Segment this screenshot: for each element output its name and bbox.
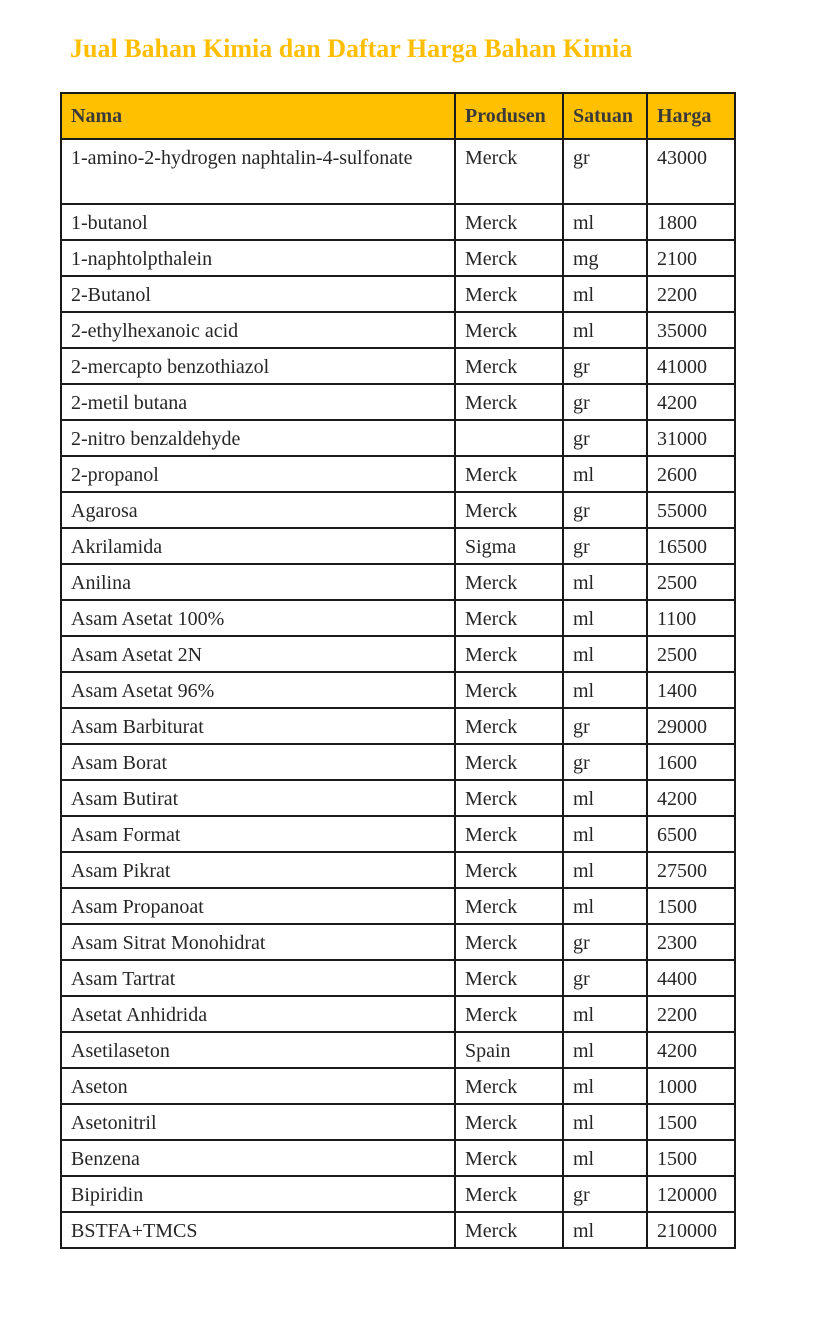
cell-satuan bbox=[563, 420, 647, 456]
cell-produsen bbox=[455, 1212, 563, 1248]
cell-harga bbox=[647, 1212, 735, 1248]
table-row bbox=[61, 636, 735, 672]
cell-produsen-text: Merck bbox=[465, 680, 518, 702]
table-row bbox=[61, 276, 735, 312]
cell-harga bbox=[647, 600, 735, 636]
cell-nama bbox=[61, 312, 455, 348]
cell-produsen bbox=[455, 852, 563, 888]
cell-harga bbox=[647, 528, 735, 564]
cell-produsen bbox=[455, 816, 563, 852]
cell-harga-text: 27500 bbox=[657, 860, 707, 882]
cell-nama-text: 2-propanol bbox=[71, 464, 159, 486]
cell-harga-text: 210000 bbox=[657, 1220, 717, 1242]
cell-harga bbox=[647, 888, 735, 924]
cell-produsen-text: Spain bbox=[465, 1040, 511, 1062]
cell-satuan-text: ml bbox=[573, 896, 595, 918]
table-row bbox=[61, 240, 735, 276]
cell-nama bbox=[61, 996, 455, 1032]
cell-produsen-text: Merck bbox=[465, 1220, 518, 1242]
cell-produsen-text bbox=[465, 421, 553, 423]
cell-nama-text: 2-ethylhexanoic acid bbox=[71, 320, 239, 342]
cell-satuan bbox=[563, 456, 647, 492]
cell-satuan-text: ml bbox=[573, 788, 595, 810]
cell-nama bbox=[61, 492, 455, 528]
cell-nama bbox=[61, 348, 455, 384]
cell-harga bbox=[647, 708, 735, 744]
cell-satuan bbox=[563, 348, 647, 384]
table-row bbox=[61, 1068, 735, 1104]
cell-nama bbox=[61, 528, 455, 564]
cell-satuan bbox=[563, 744, 647, 780]
table-row bbox=[61, 780, 735, 816]
table-row bbox=[61, 139, 735, 204]
table-row bbox=[61, 852, 735, 888]
cell-nama bbox=[61, 960, 455, 996]
cell-satuan bbox=[563, 888, 647, 924]
cell-produsen bbox=[455, 924, 563, 960]
cell-harga-text: 43000 bbox=[657, 147, 707, 169]
cell-harga bbox=[647, 852, 735, 888]
cell-satuan bbox=[563, 600, 647, 636]
table-row bbox=[61, 960, 735, 996]
table-row bbox=[61, 1032, 735, 1068]
cell-satuan-text: gr bbox=[573, 932, 590, 954]
cell-produsen-text: Merck bbox=[465, 572, 518, 594]
cell-produsen bbox=[455, 492, 563, 528]
cell-nama bbox=[61, 564, 455, 600]
table-row bbox=[61, 924, 735, 960]
cell-satuan-text: gr bbox=[573, 1184, 590, 1206]
cell-produsen bbox=[455, 528, 563, 564]
table-row bbox=[61, 1140, 735, 1176]
table-row bbox=[61, 204, 735, 240]
cell-nama-text: Asetonitril bbox=[71, 1112, 157, 1134]
cell-satuan bbox=[563, 312, 647, 348]
cell-satuan-text: ml bbox=[573, 608, 595, 630]
cell-satuan-text: ml bbox=[573, 464, 595, 486]
cell-satuan bbox=[563, 780, 647, 816]
cell-produsen bbox=[455, 672, 563, 708]
cell-satuan-text: gr bbox=[573, 356, 590, 378]
cell-satuan-text: ml bbox=[573, 860, 595, 882]
cell-produsen bbox=[455, 240, 563, 276]
cell-produsen bbox=[455, 204, 563, 240]
cell-nama-text: Anilina bbox=[71, 572, 131, 594]
cell-produsen bbox=[455, 1068, 563, 1104]
cell-satuan-text: gr bbox=[573, 536, 590, 558]
table-header bbox=[61, 93, 735, 139]
table-row bbox=[61, 708, 735, 744]
cell-satuan-text: ml bbox=[573, 644, 595, 666]
cell-satuan bbox=[563, 1212, 647, 1248]
cell-harga bbox=[647, 204, 735, 240]
cell-harga-text: 1100 bbox=[657, 608, 697, 630]
cell-harga-text: 16500 bbox=[657, 536, 707, 558]
cell-harga-text: 2500 bbox=[657, 644, 697, 666]
cell-satuan-text: ml bbox=[573, 1004, 595, 1026]
table-row bbox=[61, 528, 735, 564]
cell-nama bbox=[61, 384, 455, 420]
cell-produsen-text: Merck bbox=[465, 932, 518, 954]
cell-nama bbox=[61, 636, 455, 672]
cell-produsen bbox=[455, 139, 563, 204]
cell-nama bbox=[61, 600, 455, 636]
cell-nama-text: 2-mercapto benzothiazol bbox=[71, 356, 270, 378]
cell-satuan-text: ml bbox=[573, 1076, 595, 1098]
cell-produsen bbox=[455, 600, 563, 636]
cell-harga bbox=[647, 672, 735, 708]
cell-harga bbox=[647, 1140, 735, 1176]
cell-nama-text: Asam Asetat 100% bbox=[71, 608, 225, 630]
cell-satuan-text: gr bbox=[573, 968, 590, 990]
column-header-satuan: Satuan bbox=[563, 93, 647, 139]
cell-nama-text: 1-naphtolpthalein bbox=[71, 248, 213, 270]
cell-satuan-text: mg bbox=[573, 248, 599, 270]
cell-harga-text: 55000 bbox=[657, 500, 707, 522]
table-row bbox=[61, 456, 735, 492]
cell-harga-text: 1500 bbox=[657, 1112, 697, 1134]
cell-satuan-text: ml bbox=[573, 1040, 595, 1062]
cell-satuan bbox=[563, 1104, 647, 1140]
cell-produsen-text: Merck bbox=[465, 824, 518, 846]
table-body bbox=[61, 139, 735, 1248]
cell-satuan-text: ml bbox=[573, 1220, 595, 1242]
cell-produsen-text: Merck bbox=[465, 1076, 518, 1098]
cell-nama-text: Asam Sitrat Monohidrat bbox=[71, 932, 266, 954]
cell-nama-text: Benzena bbox=[71, 1148, 140, 1170]
cell-harga-text: 2100 bbox=[657, 248, 697, 270]
cell-harga-text: 120000 bbox=[657, 1184, 717, 1206]
cell-produsen-text: Merck bbox=[465, 788, 518, 810]
cell-harga-text: 31000 bbox=[657, 428, 707, 450]
cell-satuan bbox=[563, 139, 647, 204]
cell-harga-text: 4200 bbox=[657, 392, 697, 414]
table-row bbox=[61, 384, 735, 420]
cell-harga bbox=[647, 1068, 735, 1104]
cell-harga-text: 1400 bbox=[657, 680, 697, 702]
cell-nama bbox=[61, 888, 455, 924]
cell-harga-text: 1500 bbox=[657, 1148, 697, 1170]
header-row bbox=[61, 93, 735, 139]
cell-harga bbox=[647, 276, 735, 312]
cell-satuan bbox=[563, 708, 647, 744]
table-row bbox=[61, 492, 735, 528]
cell-produsen bbox=[455, 1176, 563, 1212]
cell-produsen-text: Merck bbox=[465, 1184, 518, 1206]
cell-produsen bbox=[455, 348, 563, 384]
cell-nama-text: Asam Format bbox=[71, 824, 181, 846]
table-row bbox=[61, 1212, 735, 1248]
cell-nama bbox=[61, 1032, 455, 1068]
cell-harga-text: 35000 bbox=[657, 320, 707, 342]
cell-produsen-text: Merck bbox=[465, 644, 518, 666]
cell-harga-text: 2200 bbox=[657, 284, 697, 306]
cell-nama bbox=[61, 816, 455, 852]
cell-nama bbox=[61, 1104, 455, 1140]
cell-satuan-text: ml bbox=[573, 824, 595, 846]
page-title: Jual Bahan Kimia dan Daftar Harga Bahan Kimia bbox=[70, 34, 633, 63]
cell-produsen-text: Merck bbox=[465, 392, 518, 414]
cell-satuan bbox=[563, 276, 647, 312]
cell-nama-text: Asam Asetat 2N bbox=[71, 644, 203, 666]
table-row bbox=[61, 600, 735, 636]
cell-satuan-text: gr bbox=[573, 500, 590, 522]
cell-nama bbox=[61, 204, 455, 240]
price-table bbox=[60, 92, 736, 1249]
cell-produsen bbox=[455, 636, 563, 672]
cell-harga bbox=[647, 1104, 735, 1140]
cell-nama-text: Asetat Anhidrida bbox=[71, 1004, 208, 1026]
cell-produsen bbox=[455, 996, 563, 1032]
cell-produsen-text: Sigma bbox=[465, 536, 517, 558]
cell-produsen-text: Merck bbox=[465, 968, 518, 990]
cell-nama-text: Asam Propanoat bbox=[71, 896, 204, 918]
table-row bbox=[61, 312, 735, 348]
cell-nama bbox=[61, 672, 455, 708]
cell-produsen bbox=[455, 960, 563, 996]
cell-produsen-text: Merck bbox=[465, 147, 518, 169]
cell-harga bbox=[647, 312, 735, 348]
cell-nama bbox=[61, 276, 455, 312]
cell-satuan bbox=[563, 996, 647, 1032]
cell-nama bbox=[61, 139, 455, 204]
cell-produsen-text: Merck bbox=[465, 284, 518, 306]
cell-produsen-text: Merck bbox=[465, 608, 518, 630]
cell-produsen-text: Merck bbox=[465, 716, 518, 738]
cell-produsen bbox=[455, 276, 563, 312]
cell-nama-text: Asam Pikrat bbox=[71, 860, 171, 882]
cell-nama-text: Asam Tartrat bbox=[71, 968, 176, 990]
cell-harga bbox=[647, 564, 735, 600]
cell-satuan bbox=[563, 492, 647, 528]
table-row bbox=[61, 744, 735, 780]
cell-harga bbox=[647, 996, 735, 1032]
cell-nama-text: Agarosa bbox=[71, 500, 138, 522]
cell-produsen-text: Merck bbox=[465, 860, 518, 882]
cell-nama-text: Asam Borat bbox=[71, 752, 168, 774]
cell-satuan bbox=[563, 1032, 647, 1068]
cell-harga-text: 41000 bbox=[657, 356, 707, 378]
cell-harga-text: 4200 bbox=[657, 788, 697, 810]
cell-harga bbox=[647, 139, 735, 204]
cell-produsen bbox=[455, 1140, 563, 1176]
table-row bbox=[61, 420, 735, 456]
cell-harga bbox=[647, 636, 735, 672]
cell-produsen bbox=[455, 564, 563, 600]
cell-satuan bbox=[563, 384, 647, 420]
cell-harga-text: 1500 bbox=[657, 896, 697, 918]
cell-produsen-text: Merck bbox=[465, 212, 518, 234]
cell-harga bbox=[647, 384, 735, 420]
cell-harga-text: 1000 bbox=[657, 1076, 697, 1098]
cell-nama-text: 2-metil butana bbox=[71, 392, 188, 414]
cell-harga bbox=[647, 744, 735, 780]
cell-nama-text: Akrilamida bbox=[71, 536, 163, 558]
cell-nama bbox=[61, 1212, 455, 1248]
cell-harga-text: 2200 bbox=[657, 1004, 697, 1026]
cell-nama bbox=[61, 1176, 455, 1212]
table-row bbox=[61, 816, 735, 852]
table-row bbox=[61, 1176, 735, 1212]
cell-nama bbox=[61, 240, 455, 276]
cell-harga bbox=[647, 492, 735, 528]
cell-satuan bbox=[563, 1176, 647, 1212]
cell-produsen bbox=[455, 888, 563, 924]
cell-produsen bbox=[455, 708, 563, 744]
cell-harga bbox=[647, 456, 735, 492]
cell-nama bbox=[61, 852, 455, 888]
cell-nama-text: 1-amino-2-hydrogen naphtalin-4-sulfonate bbox=[71, 147, 413, 169]
cell-harga-text: 1600 bbox=[657, 752, 697, 774]
cell-produsen-text: Merck bbox=[465, 320, 518, 342]
cell-satuan-text: gr bbox=[573, 147, 590, 169]
cell-produsen-text: Merck bbox=[465, 1112, 518, 1134]
cell-satuan-text: ml bbox=[573, 1112, 595, 1134]
cell-nama-text: Asetilaseton bbox=[71, 1040, 170, 1062]
cell-satuan-text: ml bbox=[573, 572, 595, 594]
table-row bbox=[61, 564, 735, 600]
table-row bbox=[61, 888, 735, 924]
cell-satuan bbox=[563, 672, 647, 708]
cell-nama bbox=[61, 420, 455, 456]
table-row bbox=[61, 672, 735, 708]
cell-nama-text: Bipiridin bbox=[71, 1184, 144, 1206]
cell-harga bbox=[647, 1176, 735, 1212]
cell-satuan bbox=[563, 816, 647, 852]
column-header-nama: Nama bbox=[61, 93, 455, 139]
cell-produsen-text: Merck bbox=[465, 896, 518, 918]
cell-harga bbox=[647, 1032, 735, 1068]
cell-satuan-text: ml bbox=[573, 212, 595, 234]
table-row bbox=[61, 348, 735, 384]
cell-produsen-text: Merck bbox=[465, 1148, 518, 1170]
cell-harga bbox=[647, 780, 735, 816]
cell-nama-text: Asam Asetat 96% bbox=[71, 680, 215, 702]
cell-nama-text: BSTFA+TMCS bbox=[71, 1220, 198, 1242]
cell-produsen bbox=[455, 312, 563, 348]
cell-harga-text: 1800 bbox=[657, 212, 697, 234]
cell-nama bbox=[61, 744, 455, 780]
column-header-produsen: Produsen bbox=[455, 93, 563, 139]
cell-produsen-text: Merck bbox=[465, 1004, 518, 1026]
cell-produsen bbox=[455, 780, 563, 816]
cell-nama-text: 2-nitro benzaldehyde bbox=[71, 428, 241, 450]
cell-produsen bbox=[455, 744, 563, 780]
cell-nama-text: 2-Butanol bbox=[71, 284, 151, 306]
column-header-harga: Harga bbox=[647, 93, 735, 139]
cell-produsen bbox=[455, 1104, 563, 1140]
cell-satuan-text: gr bbox=[573, 428, 590, 450]
cell-satuan-text: gr bbox=[573, 752, 590, 774]
cell-harga bbox=[647, 816, 735, 852]
cell-nama-text: Aseton bbox=[71, 1076, 128, 1098]
table-row bbox=[61, 1104, 735, 1140]
cell-satuan bbox=[563, 528, 647, 564]
cell-harga-text: 6500 bbox=[657, 824, 697, 846]
cell-harga bbox=[647, 924, 735, 960]
cell-satuan bbox=[563, 636, 647, 672]
cell-harga-text: 2600 bbox=[657, 464, 697, 486]
cell-nama-text: 1-butanol bbox=[71, 212, 148, 234]
table-row bbox=[61, 996, 735, 1032]
cell-harga bbox=[647, 348, 735, 384]
cell-satuan bbox=[563, 204, 647, 240]
cell-satuan bbox=[563, 852, 647, 888]
cell-produsen bbox=[455, 420, 563, 456]
cell-produsen-text: Merck bbox=[465, 752, 518, 774]
cell-satuan bbox=[563, 564, 647, 600]
cell-nama bbox=[61, 708, 455, 744]
cell-satuan-text: gr bbox=[573, 716, 590, 738]
cell-satuan bbox=[563, 1068, 647, 1104]
cell-satuan bbox=[563, 1140, 647, 1176]
cell-harga-text: 29000 bbox=[657, 716, 707, 738]
cell-satuan-text: ml bbox=[573, 680, 595, 702]
cell-satuan-text: gr bbox=[573, 392, 590, 414]
cell-nama bbox=[61, 1068, 455, 1104]
cell-harga-text: 2500 bbox=[657, 572, 697, 594]
cell-produsen-text: Merck bbox=[465, 500, 518, 522]
cell-nama-text: Asam Butirat bbox=[71, 788, 179, 810]
cell-harga bbox=[647, 960, 735, 996]
cell-nama bbox=[61, 1140, 455, 1176]
cell-produsen-text: Merck bbox=[465, 356, 518, 378]
cell-nama bbox=[61, 780, 455, 816]
cell-satuan-text: ml bbox=[573, 320, 595, 342]
cell-harga bbox=[647, 240, 735, 276]
cell-produsen-text: Merck bbox=[465, 464, 518, 486]
cell-nama bbox=[61, 924, 455, 960]
cell-nama bbox=[61, 456, 455, 492]
cell-harga-text: 2300 bbox=[657, 932, 697, 954]
cell-satuan bbox=[563, 960, 647, 996]
cell-produsen bbox=[455, 456, 563, 492]
cell-produsen bbox=[455, 1032, 563, 1068]
cell-harga-text: 4400 bbox=[657, 968, 697, 990]
cell-satuan bbox=[563, 240, 647, 276]
cell-harga-text: 4200 bbox=[657, 1040, 697, 1062]
cell-produsen bbox=[455, 384, 563, 420]
cell-satuan bbox=[563, 924, 647, 960]
cell-nama-text: Asam Barbiturat bbox=[71, 716, 204, 738]
cell-harga bbox=[647, 420, 735, 456]
cell-produsen-text: Merck bbox=[465, 248, 518, 270]
cell-satuan-text: ml bbox=[573, 284, 595, 306]
cell-satuan-text: ml bbox=[573, 1148, 595, 1170]
